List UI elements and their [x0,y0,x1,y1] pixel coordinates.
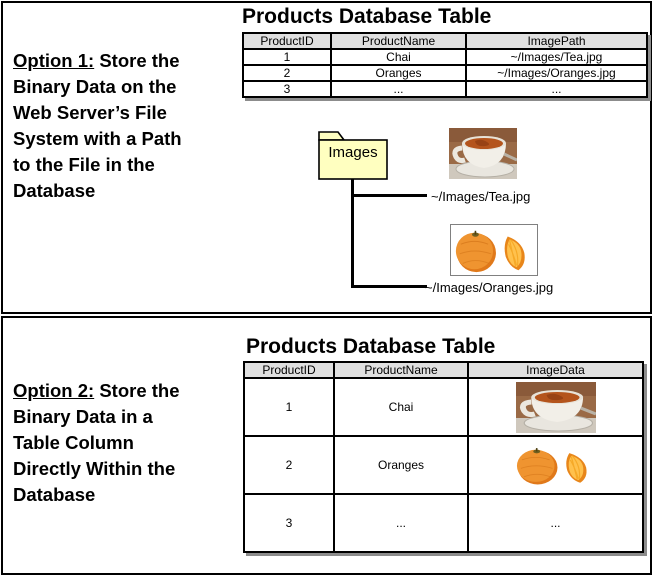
col-header-productid: ProductID [243,33,331,49]
col-header-productname: ProductName [334,362,468,378]
option2-heading-line: Directly Within the [13,458,176,479]
option1-label: Option 1: [13,50,95,71]
cell-imagedata [468,436,643,494]
option2-panel [1,316,652,575]
table-header-row [244,362,643,378]
option1-heading-line: Database [13,180,96,201]
tea-image [449,128,517,179]
option2-label: Option 2: [13,380,95,401]
option2-heading-line: Database [13,484,96,505]
col-header-imagedata: ImageData [468,362,643,378]
option2-heading-line: Binary Data in a [13,406,153,427]
table-row [244,378,643,436]
tea-image [516,382,596,433]
col-header-productname: ProductName [331,33,466,49]
cell-productname: ... [331,81,466,97]
option2-heading-line [13,378,243,404]
cell-imagepath: ... [466,81,647,97]
cell-productname: Chai [331,49,466,65]
oranges-image [450,224,538,276]
oranges-image [512,443,599,487]
table-header-row [243,33,647,49]
cell-productname: ... [334,494,468,552]
file-path-tea: ~/Images/Tea.jpg [431,189,531,204]
folder-label: Images [328,144,378,161]
option1-heading-rest: Store the [94,50,180,71]
cell-productid: 1 [244,378,334,436]
cell-imagedata [468,378,643,436]
file-path-oranges: ~/Images/Oranges.jpg [425,280,554,295]
option2-heading-line: Table Column [13,432,134,453]
tree-branch-line-oranges [351,285,427,288]
table-row [244,494,643,552]
products-table-imagedata [243,361,644,553]
option2-heading-rest: Store the [94,380,180,401]
option1-panel [1,1,652,314]
cell-productid: 3 [243,81,331,97]
table-row [243,49,647,65]
products-table-imagepath [242,32,648,98]
cell-productname: Oranges [331,65,466,81]
option1-heading-line: Web Server’s File [13,102,167,123]
option1-heading-line [13,48,243,74]
option1-heading-line: Binary Data on the [13,76,177,97]
col-header-imagepath: ImagePath [466,33,647,49]
option1-table-title: Products Database Table [242,5,492,28]
table-row [243,81,647,97]
table-row [244,436,643,494]
col-header-productid: ProductID [244,362,334,378]
cell-productid: 3 [244,494,334,552]
cell-productid: 2 [244,436,334,494]
option2-table-title: Products Database Table [246,335,496,358]
option2-heading [13,378,243,508]
option1-heading-line: to the File in the [13,154,155,175]
cell-productid: 2 [243,65,331,81]
tree-branch-line-tea [351,194,427,197]
cell-productname: Chai [334,378,468,436]
cell-productname: Oranges [334,436,468,494]
cell-imagepath: ~/Images/Oranges.jpg [466,65,647,81]
cell-imagepath: ~/Images/Tea.jpg [466,49,647,65]
cell-productid: 1 [243,49,331,65]
option1-heading-line: System with a Path [13,128,182,149]
table-row [243,65,647,81]
cell-imagedata: ... [468,494,643,552]
option1-heading [13,48,243,204]
